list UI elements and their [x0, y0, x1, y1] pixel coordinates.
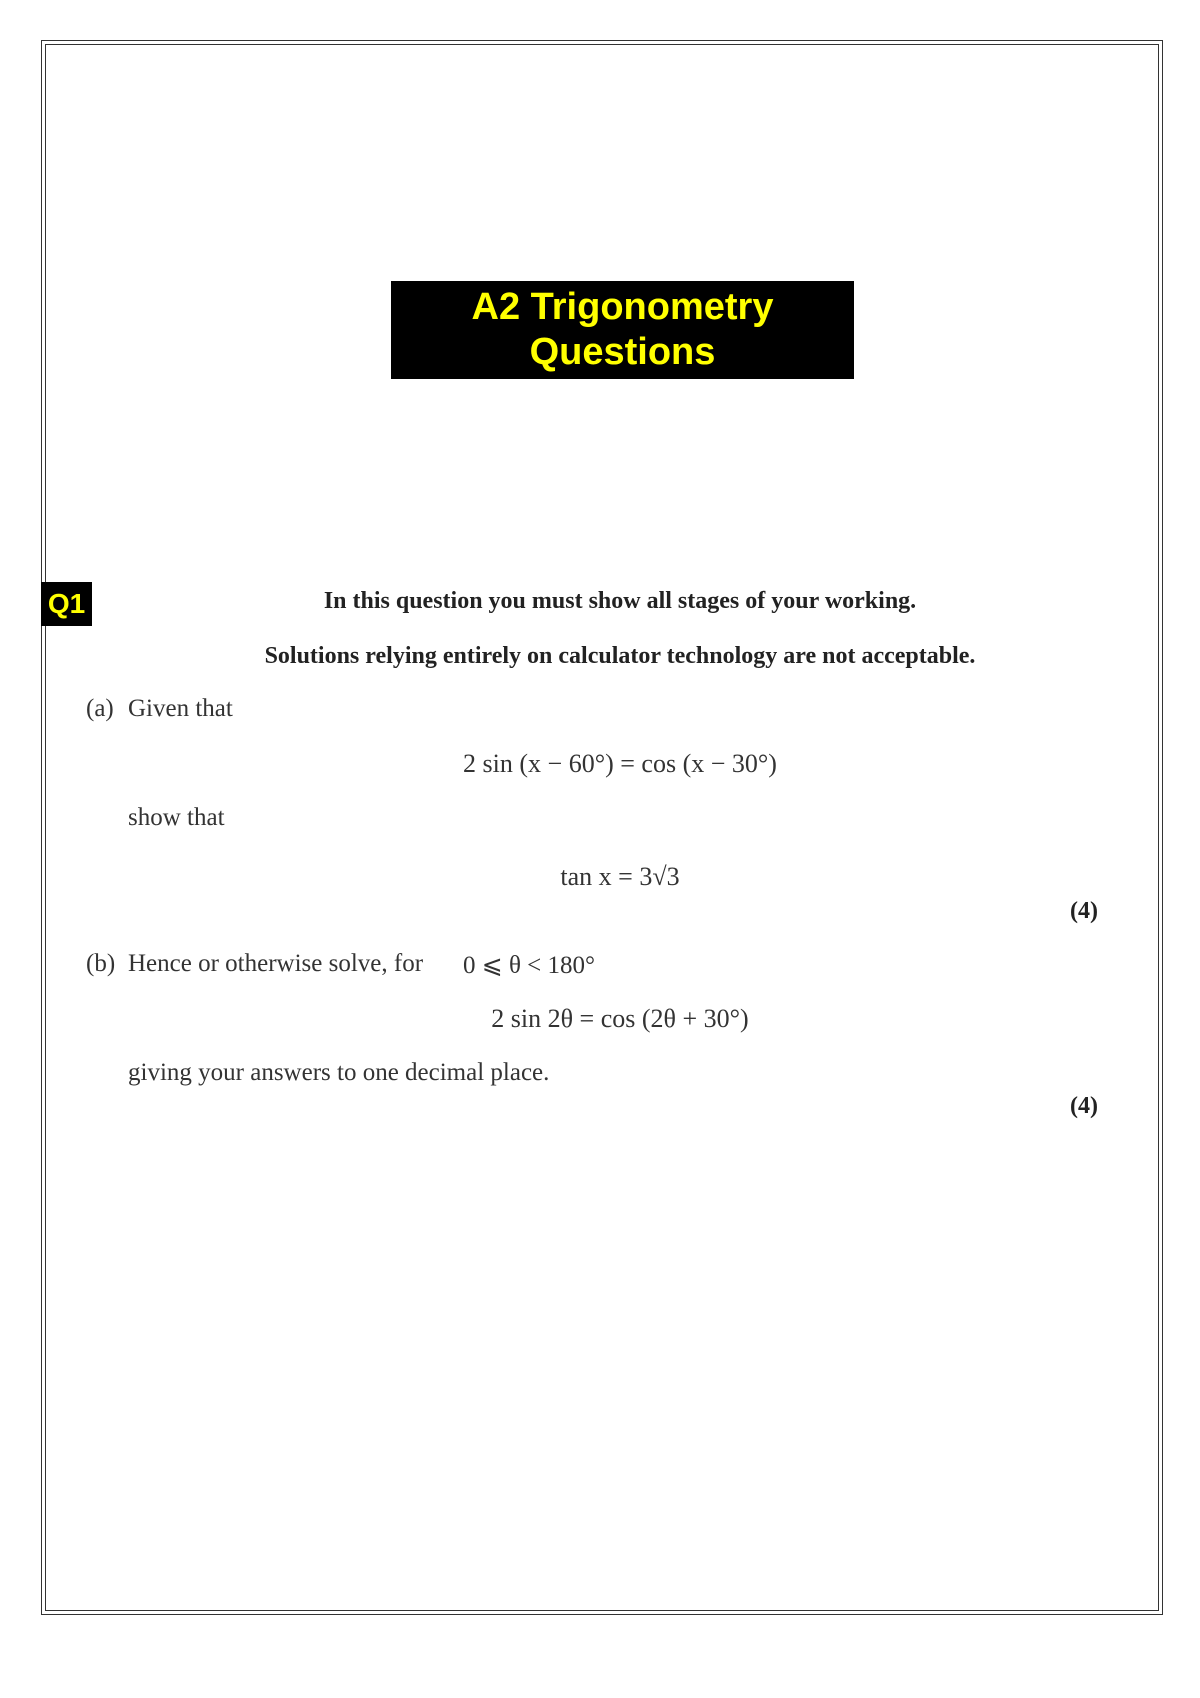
part-b-closing: giving your answers to one decimal place. — [128, 1059, 550, 1086]
part-b-intro: Hence or otherwise solve, for — [128, 950, 424, 977]
title-line-2: Questions — [529, 331, 716, 373]
page-title — [391, 281, 854, 379]
part-b-range: 0 ⩽ θ < 180° — [463, 952, 596, 979]
part-b-equation: 2 sin 2θ = cos (2θ + 30°) — [491, 1004, 749, 1033]
instruction-calculator: Solutions relying entirely on calculator technology are not acceptable. — [264, 643, 976, 669]
instruction-working: In this question you must show all stages of your working. — [323, 588, 917, 614]
part-a-show-that: show that — [128, 804, 225, 831]
title-line-1: A2 Trigonometry — [471, 286, 774, 328]
part-a-intro: Given that — [128, 695, 233, 722]
part-a-label: (a) — [86, 695, 114, 722]
part-a-marks: (4) — [1070, 898, 1098, 924]
part-b-label: (b) — [86, 950, 116, 977]
question-label: Q1 — [41, 582, 92, 626]
part-a-equation: 2 sin (x − 60°) = cos (x − 30°) — [463, 749, 777, 778]
part-b-marks: (4) — [1070, 1093, 1098, 1119]
part-a-result: tan x = 3√3 — [560, 862, 680, 891]
